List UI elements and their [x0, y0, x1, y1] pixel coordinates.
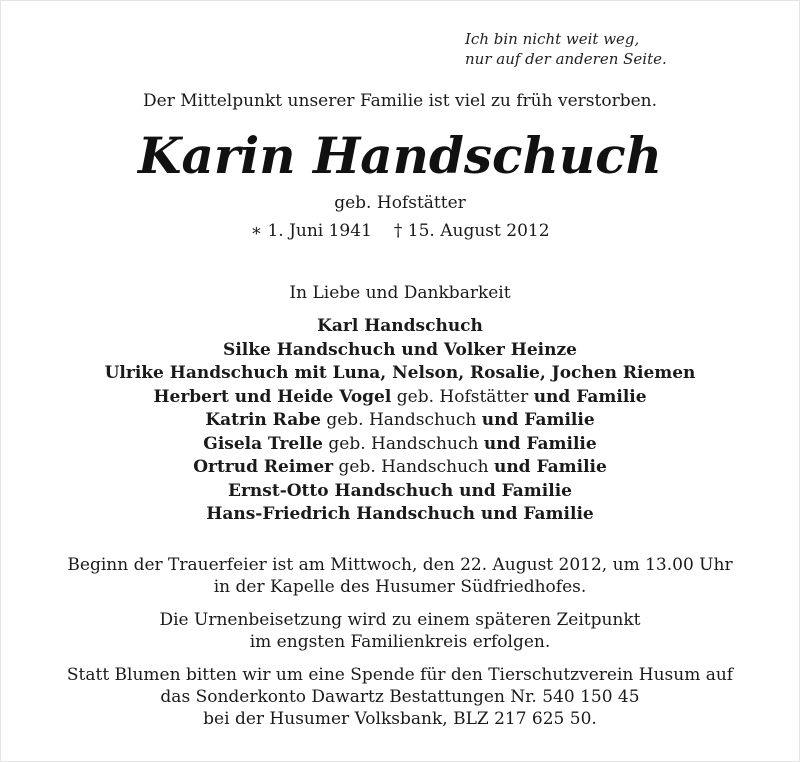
mourner-row — [0, 339, 800, 363]
mourner-birth-name: geb. Handschuch — [333, 457, 494, 477]
birth-name: geb. Hofstätter — [334, 193, 466, 213]
mourner-row — [0, 409, 800, 433]
mourner-row — [0, 362, 800, 386]
donation-info — [0, 664, 800, 730]
life-dates — [0, 220, 800, 242]
mourners-list — [0, 315, 800, 527]
donation-line-1: Statt Blumen bitten wir um eine Spende für den Tierschutzverein Husum auf — [66, 665, 734, 685]
birth-date: ∗ 1. Juni 1941 — [250, 221, 372, 241]
mourner-name: Herbert und Heide Vogel — [153, 386, 392, 407]
mourner-row — [0, 386, 800, 410]
mourner-row — [0, 315, 800, 339]
motto-line-2: nur auf der anderen Seite. — [465, 50, 667, 68]
motto-line-1: Ich bin nicht weit weg, — [465, 30, 640, 48]
mourner-name: Katrin Rabe — [205, 410, 321, 430]
mourner-name: Karl Handschuch — [317, 316, 483, 336]
mourner-name: Ortrud Reimer — [193, 457, 334, 477]
mourner-family: und Familie — [533, 386, 647, 407]
burial-line-2: im engsten Familienkreis erfolgen. — [249, 632, 551, 652]
donation-line-2: das Sonderkonto Dawartz Bestattungen Nr. 540 150 45 — [160, 687, 640, 707]
mourner-birth-name: geb. Handschuch — [320, 410, 482, 430]
mourner-name: Gisela Trelle — [203, 433, 323, 454]
mourner-name: Silke Handschuch und Volker Heinze — [223, 339, 577, 360]
thanks-line: In Liebe und Dankbarkeit — [289, 283, 511, 303]
mourner-name: Ernst-Otto Handschuch und Familie — [228, 480, 572, 501]
burial-line-1: Die Urnenbeisetzung wird zu einem späteren Zeitpunkt — [159, 610, 641, 630]
mourner-name: Hans-Friedrich Handschuch und Familie — [206, 504, 594, 524]
intro-text: Der Mittelpunkt unserer Familie ist viel zu früh verstorben. — [143, 91, 657, 111]
mourner-name: Ulrike Handschuch mit Luna, Nelson, Rosalie, Jochen Riemen — [104, 363, 696, 383]
mourner-birth-name: geb. Handschuch — [322, 433, 484, 454]
death-date: † 15. August 2012 — [393, 221, 550, 241]
mourner-row — [0, 480, 800, 504]
mourner-family: und Familie — [481, 410, 595, 430]
mourner-family: und Familie — [493, 457, 607, 477]
mourner-birth-name: geb. Hofstätter — [391, 386, 534, 407]
mourner-row — [0, 433, 800, 457]
ceremony-line-1: Beginn der Trauerfeier ist am Mittwoch, den 22. August 2012, um 13.00 Uhr — [67, 555, 733, 575]
mourner-row — [0, 503, 800, 527]
donation-line-3: bei der Husumer Volksbank, BLZ 217 625 50. — [203, 709, 597, 729]
burial-info — [0, 609, 800, 653]
deceased-name: Karin Handschuch — [138, 126, 662, 185]
ceremony-info — [0, 554, 800, 598]
mourner-family: und Familie — [483, 433, 597, 454]
motto — [465, 29, 667, 69]
ceremony-line-2: in der Kapelle des Husumer Südfriedhofes. — [213, 577, 587, 597]
mourner-row — [0, 456, 800, 480]
